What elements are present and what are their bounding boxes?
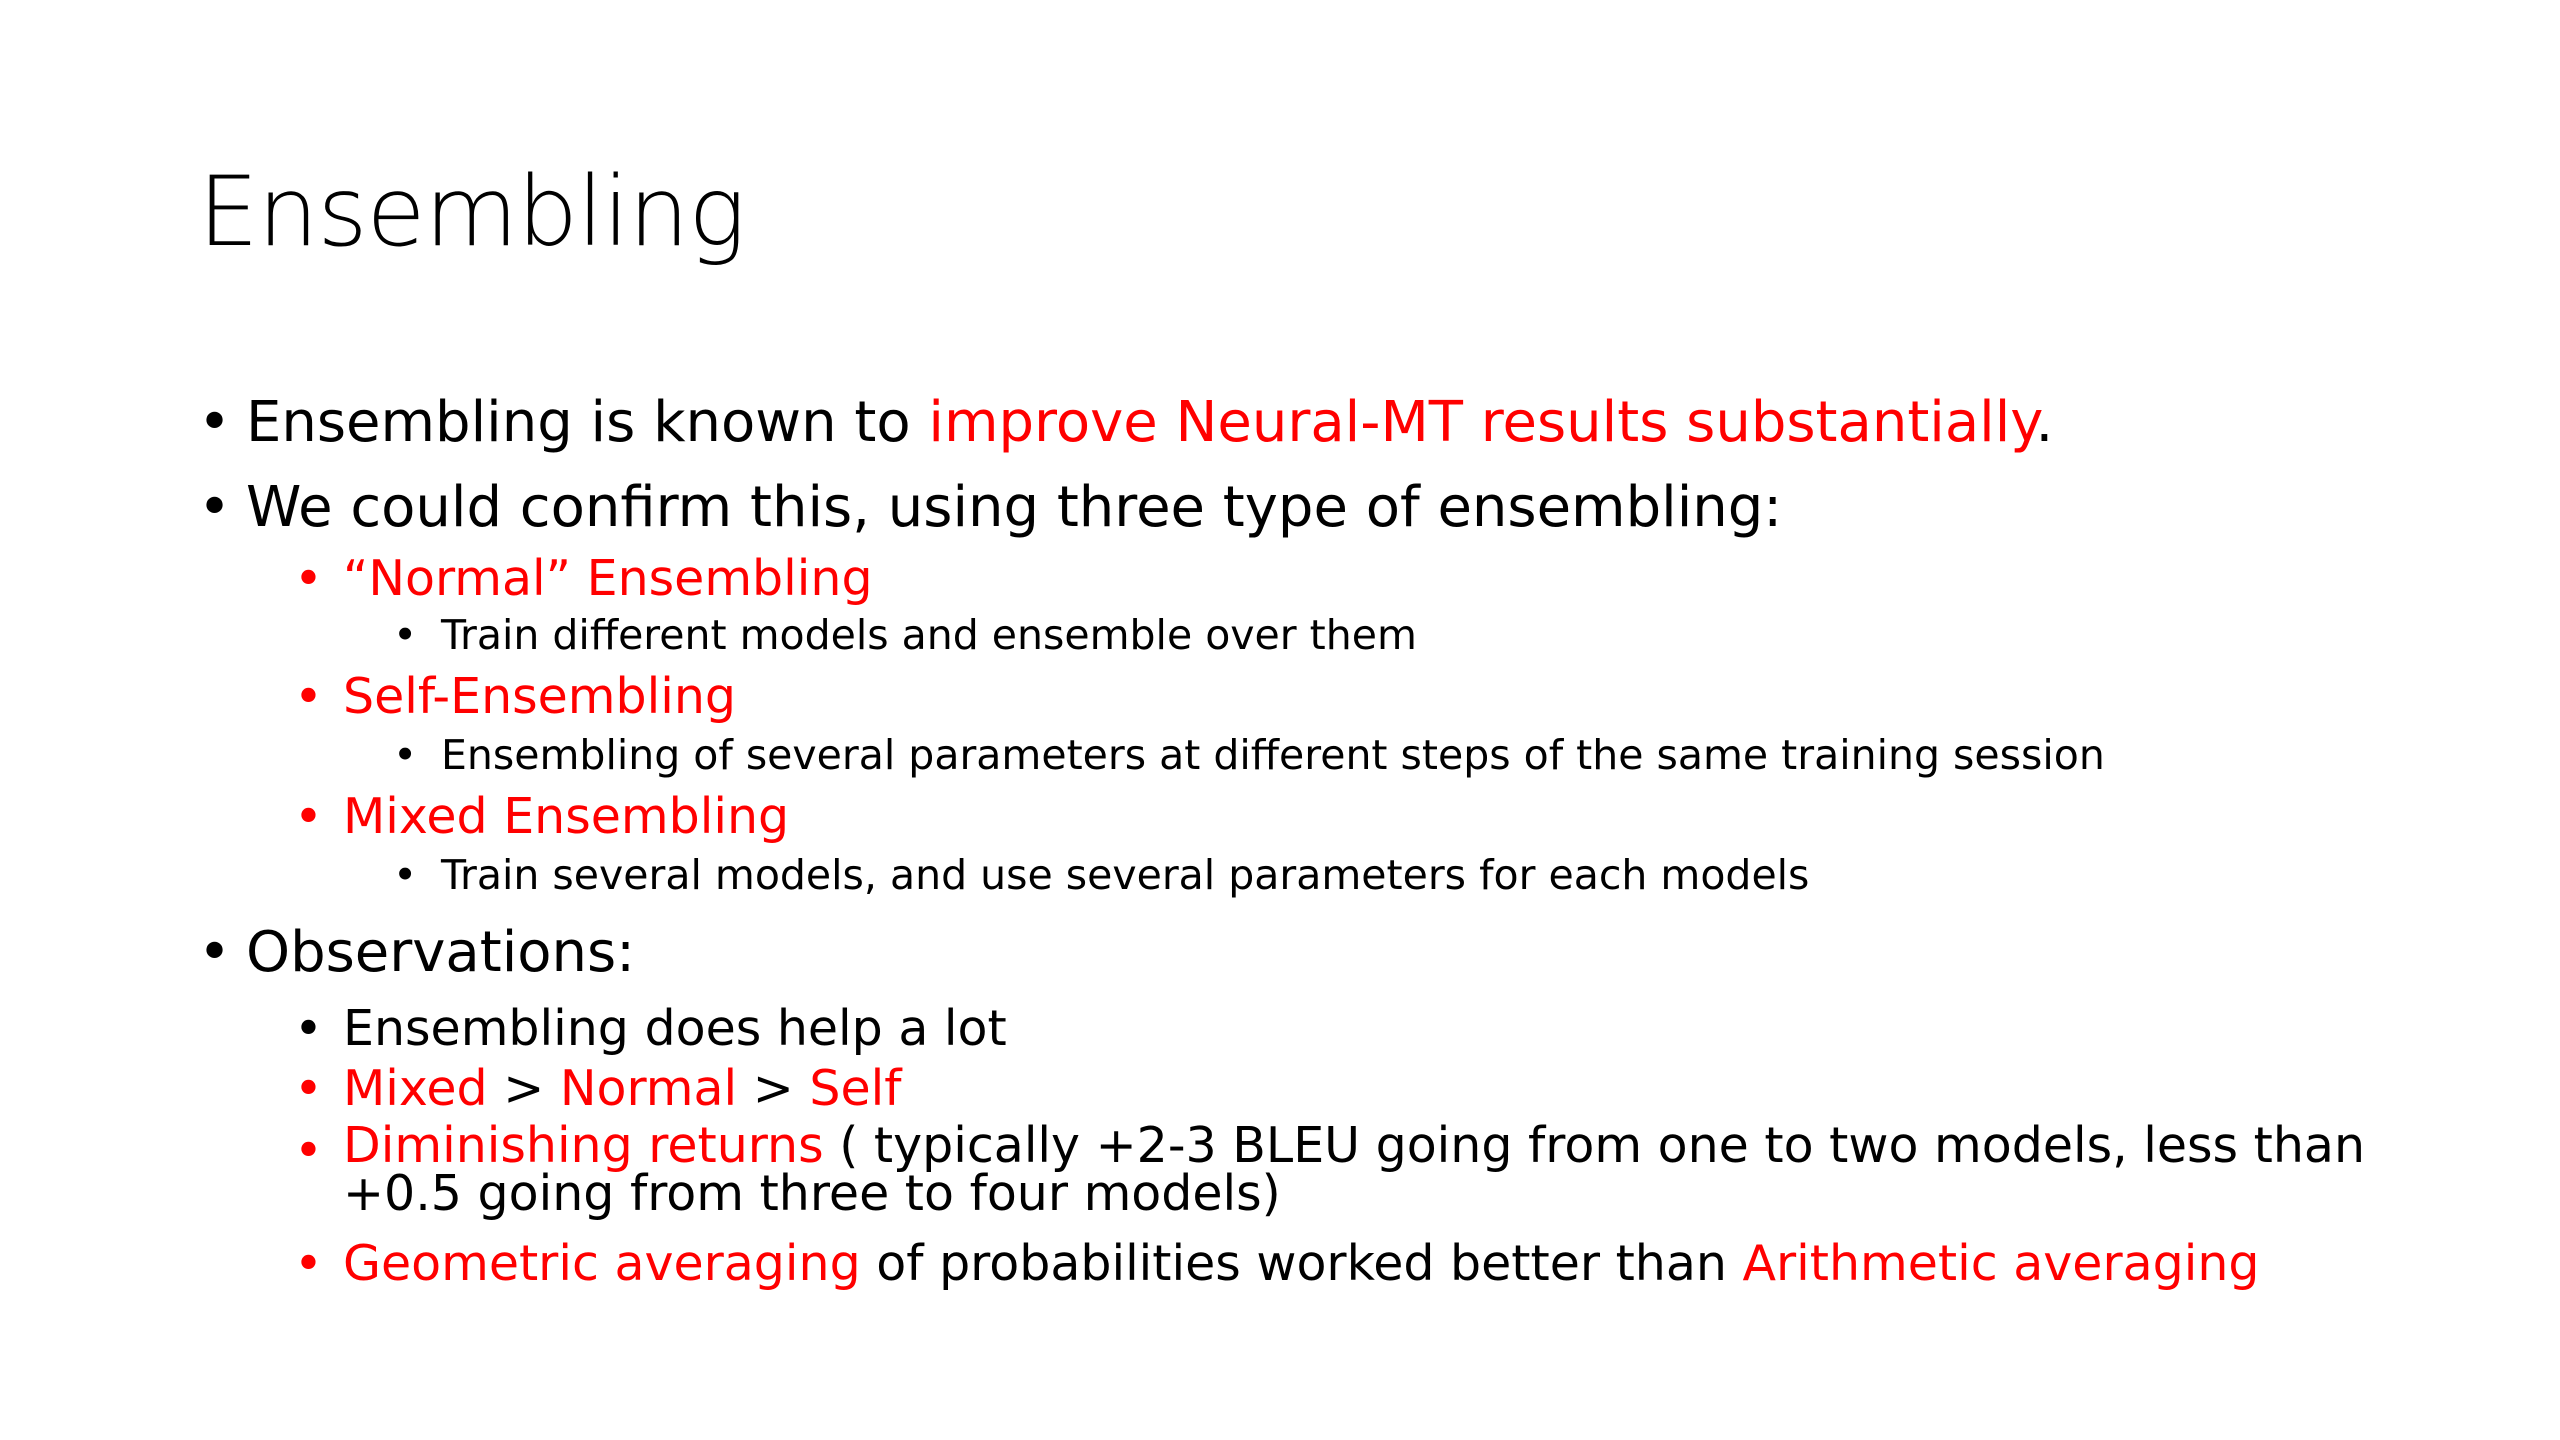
bullet-dot-icon: • [198, 390, 232, 455]
bullet-text [246, 475, 1782, 541]
plain-text: . [2035, 390, 2054, 455]
plain-text: Observations: [246, 920, 636, 985]
plain-text: > [737, 1060, 810, 1117]
bullet-text [246, 920, 635, 986]
plain-text: Train several models, and use several parameters for each models [441, 851, 1810, 899]
bullet-text [343, 788, 789, 846]
bullet-text [246, 390, 2053, 456]
bullet-text [343, 1060, 902, 1118]
bullet-text [343, 668, 736, 726]
bullet-text [343, 1117, 2366, 1222]
highlight-text: improve Neural-MT results substantially [928, 390, 2036, 455]
plain-text: Ensembling is known to [246, 390, 929, 455]
plain-text: > [487, 1060, 560, 1117]
bullet-dot-icon: • [294, 1122, 323, 1179]
bullet-dot-icon: • [393, 731, 418, 779]
bullet-dot-icon: • [294, 788, 323, 845]
plain-text: Ensembling does help a lot [343, 1000, 1007, 1057]
plain-text: We could confirm this, using three type of ensembling: [246, 475, 1783, 540]
bullet-dot-icon: • [198, 475, 232, 540]
bullet-text [343, 1000, 1007, 1058]
highlight-text: Diminishing returns [343, 1117, 824, 1174]
bullet-text [343, 1235, 2260, 1293]
bullet-dot-icon: • [294, 1000, 323, 1057]
highlight-text: Mixed Ensembling [343, 788, 790, 845]
bullet-text [441, 730, 2105, 780]
slide-title: Ensembling [198, 156, 745, 268]
highlight-text: Arithmetic averaging [1742, 1235, 2260, 1292]
highlight-text: Self [809, 1060, 902, 1117]
bullet-dot-icon: • [294, 1235, 323, 1292]
bullet-dot-icon: • [294, 550, 323, 607]
bullet-dot-icon: • [294, 1060, 323, 1117]
plain-text: of probabilities worked better than [860, 1235, 1743, 1292]
highlight-text: Self-Ensembling [343, 668, 737, 725]
plain-text: Train different models and ensemble over them [441, 611, 1417, 659]
bullet-text [343, 550, 873, 608]
plain-text: ( typically +2-3 BLEU going from one to two models, less than [823, 1117, 2366, 1174]
continuation-text: +0.5 going from three to four models) [343, 1165, 1281, 1222]
bullet-dot-icon: • [294, 668, 323, 725]
bullet-dot-icon: • [198, 920, 232, 985]
bullet-text [441, 610, 1417, 660]
highlight-text: Mixed [343, 1060, 488, 1117]
highlight-text: “Normal” Ensembling [343, 550, 873, 607]
bullet-text [441, 850, 1809, 900]
bullet-dot-icon: • [393, 851, 418, 899]
bullet-dot-icon: • [393, 611, 418, 659]
highlight-text: Geometric averaging [343, 1235, 861, 1292]
highlight-text: Normal [559, 1060, 738, 1117]
plain-text: Ensembling of several parameters at different steps of the same training session [441, 731, 2105, 779]
